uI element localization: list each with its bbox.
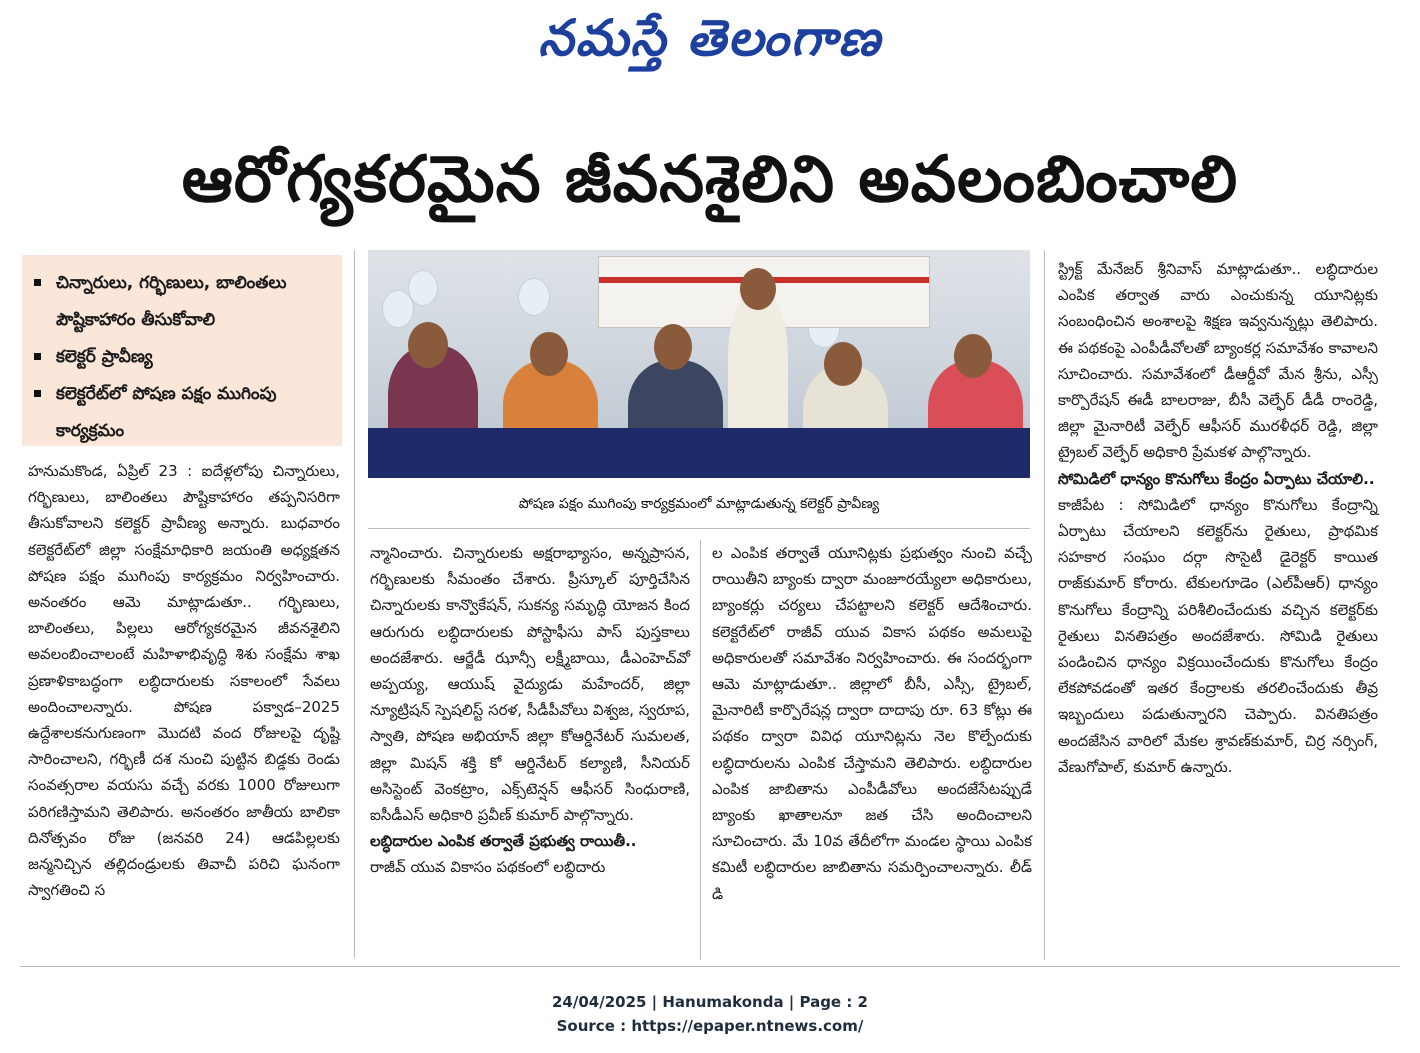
article-column-2 [370,540,690,881]
article-column-4 [1058,256,1378,780]
person-head [954,334,992,378]
highlight-text: చిన్నారులు, గర్భిణులు, బాలింతలు పౌష్టికాహారం తీసుకోవాలి [56,273,287,330]
column-divider [1044,250,1045,960]
highlight-item [34,376,332,450]
page-footer [0,990,1420,1038]
subheading: సోమిడిలో ధాన్యం కొనుగోలు కేంద్రం ఏర్పాటు చేయాలి.. [1058,469,1375,488]
person-head [740,268,776,310]
bullet-icon [34,390,41,397]
highlight-item [34,339,332,376]
column-divider [700,540,701,960]
person-head [408,322,448,368]
headline: ఆరోగ్యకరమైన జీవనశైలిని అవలంబించాలి [181,143,1239,217]
paragraph: ల ఎంపిక తర్వాతే యూనిట్లకు ప్రభుత్వం నుంచి వచ్చే రాయితీని బ్యాంకు ద్వారా మంజూరయ్యేలా అధికారులు, బ్యాంకర్లు చర్యలు చేపట్టాలని కలెక్టర్ ఆదేశించారు. కలెక్టరేట్‌లో రాజీవ్ యువ వికాస పథకం అమలుపై అధికారులతో సమావేశం నిర్వహించారు. ఈ సందర్భంగా ఆమె మాట్లాడుతూ.. జిల్లాలో బీసీ, ఎస్సీ, ట్రైబల్, మైనారిటీ కార్పొరేషన్ల ద్వారా దాదాపు రూ. 63 కోట్లు ఈ పథకం ద్వారా వివిధ యూనిట్లను నెల కొల్పేందుకు లబ్ధిదారులను ఎంపిక చేస్తామని తెలిపారు. లబ్ధిదారుల ఎంపిక జాబితాను ఎంపీడీవోలు అందజేసేటప్పుడే బ్యాంకు ఖాతాలనూ జత చేసి అందించాలని సూచించారు. మే 10వ తేదీలోగా మండల స్థాయి ఎంపిక కమిటీ లబ్ధిదారుల జాబితాను సమర్పించాలన్నారు. లీడ్ డి [712,544,1032,903]
column-divider [354,250,355,958]
event-photo [368,250,1030,478]
paragraph: హనుమకొండ, ఏప్రిల్ 23 : ఐదేళ్లలోపు చిన్నారులు, గర్భిణులు, బాలింతలు పౌష్టికాహారం తప్పనిసరిగా తీసుకోవాలని కలెక్టర్ ప్రావీణ్య అన్నారు. బుధవారం కలెక్టరేట్‌లో జిల్లా సంక్షేమాధికారి జయంతి అధ్యక్షతన పోషణ పక్షం ముగింపు కార్యక్రమం నిర్వహించారు. అనంతరం ఆమె మాట్లాడుతూ.. గర్భిణులు, బాలింతలు, పిల్లలు ఆరోగ్యకరమైన జీవనశైలిని అవలంబించాలంటే మహిళాభివృద్ధి శిశు సంక్షేమ శాఖ ప్రణాళికాబద్ధంగా లబ్ధిదారులకు సకాలంలో సేవలు అందించాలన్నారు. పోషణ పక్వాడ–2025 ఉద్దేశాలకనుగుణంగా మొదటి వంద రోజులపై దృష్టి సారించాలని, గర్భిణీ దశ నుంచి పుట్టిన బిడ్డకు రెండు సంవత్సరాల వయసు వచ్చే వరకు 1000 రోజులుగా పరిగణిస్తామని తెలిపారు. అనంతరం జాతీయ బాలికా దినోత్సవం రోజు (జనవరి 24) ఆడపిల్లలకు జన్మనిచ్చిన తల్లిదండ్రులకు తివాచీ పరిచి ఘనంగా స్వాగతించి స [28,462,340,900]
bullet-icon [34,279,41,286]
photo-caption: పోషణ పక్షం ముగింపు కార్యక్రమంలో మాట్లాడుతున్న కలెక్టర్ ప్రావీణ్య [368,480,1030,529]
subheading: లబ్ధిదారుల ఎంపిక తర్వాతే ప్రభుత్వ రాయితీ.. [370,832,637,851]
highlight-text: కలెక్టరేట్‌లో పోషణ పక్షం ముగింపు కార్యక్రమం [56,384,277,441]
highlight-text: కలెక్టర్ ప్రావీణ్య [56,347,153,367]
footer-date-line: 24/04/2025 | Hanumakonda | Page : 2 [551,993,868,1011]
article-column-3 [712,540,1032,907]
paragraph: స్ట్రిక్ట్ మేనేజర్ శ్రీనివాస్ మాట్లాడుతూ.. లబ్ధిదారుల ఎంపిక తర్వాత వారు ఎంచుకున్న యూనిట్లకు సంబంధించిన అంశాలపై శిక్షణ ఇవ్వనున్నట్లు తెలిపారు. ఈ పథకంపై ఎంపీడీవోలతో బ్యాంకర్ల సమావేశం కావాలని సూచించారు. సమావేశంలో డీఆర్డీవో మేన శ్రీను, ఎస్సీ కార్పొరేషన్ ఈడీ బాలరాజు, బీసీ వెల్ఫేర్ డీడీ రాంరెడ్డి, జిల్లా మైనారిటీ వెల్ఫేర్ ఆఫీసర్ మురళీధర్ రెడ్డి, జిల్లా ట్రైబల్ వెల్ఫేర్ అధికారి ప్రేమకళ పాల్గొన్నారు. [1058,260,1378,462]
paragraph: న్మానించారు. చిన్నారులకు అక్షరాభ్యాసం, అన్నప్రాసన, గర్భిణులకు సీమంతం చేశారు. ప్రీస్కూల్ పూర్తిచేసిన చిన్నారులకు కాన్వొకేషన్, సుకన్య సమృద్ధి యోజన కింద ఆరుగురు లబ్ధిదారులకు పోస్టాఫీసు పాస్ పుస్తకాలు అందజేశారు. ఆర్జేడీ ఝాన్సీ లక్ష్మీబాయి, డీఎంహెచ్‌వో అప్పయ్య, ఆయుష్ వైద్యుడు మహేందర్, జిల్లా న్యూట్రిషన్ స్పెషలిస్ట్ సరళ, సీడీపీవోలు విశ్వజ, స్వరూప, స్వాతి, పోషణ అభియాన్ జిల్లా కోఆర్డినేటర్ సుమలత, జిల్లా మిషన్ శక్తి కో ఆర్డినేటర్ కల్యాణి, సీనియర్ అసిస్టెంట్ వెంకట్రాం, ఎక్స్‌టెన్షన్ ఆఫీసర్ సింధురాణి, ఐసీడీఎస్ అధికారి ప్రవీణ్ కుమార్ పాల్గొన్నారు. [370,544,690,825]
footer-source-line: Source : https://epaper.ntnews.com/ [556,1017,864,1035]
person [728,290,788,440]
person-head [654,324,692,370]
balloon [518,278,550,316]
person-head [824,342,862,386]
newspaper-masthead: నమస్తే తెలంగాణ [538,8,882,67]
paragraph: రాజీవ్ యువ వికాసం పథకంలో లబ్ధిదారు [370,858,606,877]
person-head [530,332,568,376]
highlight-item [34,265,332,339]
bottom-rule [20,966,1400,967]
balloon [408,270,438,306]
paragraph: కాజీపేట : సోమిడిలో ధాన్యం కొనుగోలు కేంద్రాన్ని ఏర్పాటు చేయాలని కలెక్టర్‌ను రైతులు, ప్రాథమిక సహకార సంఘం దర్గా సొసైటీ డైరెక్టర్ కాయిత రాజ్‌కుమార్ కోరారు. టేకులగూడెం (ఎల్‌పీఆర్) ధాన్యం కొనుగోలు కేంద్రాన్ని పరిశీలించేందుకు వచ్చిన కలెక్టర్‌కు రైతులు వినతిపత్రం అందజేశారు. సోమిడి రైతులు పండించిన ధాన్యం విక్రయించేందుకు కొనుగోలు కేంద్రం లేకపోవడంతో ఇతర కేంద్రాలకు తరలించేందుకు తీవ్ర ఇబ్బందులు పడుతున్నారని చెప్పారు. వినతిపత్రం అందజేసిన వారిలో మేకల శ్రావణ్‌కుమార్, చిర్ర నర్సింగ్, వేణుగోపాల్, కుమార్ ఉన్నారు. [1058,495,1378,776]
table-cloth [368,428,1030,478]
article-column-1 [28,458,340,903]
highlights-box [22,255,342,446]
bullet-icon [34,353,41,360]
